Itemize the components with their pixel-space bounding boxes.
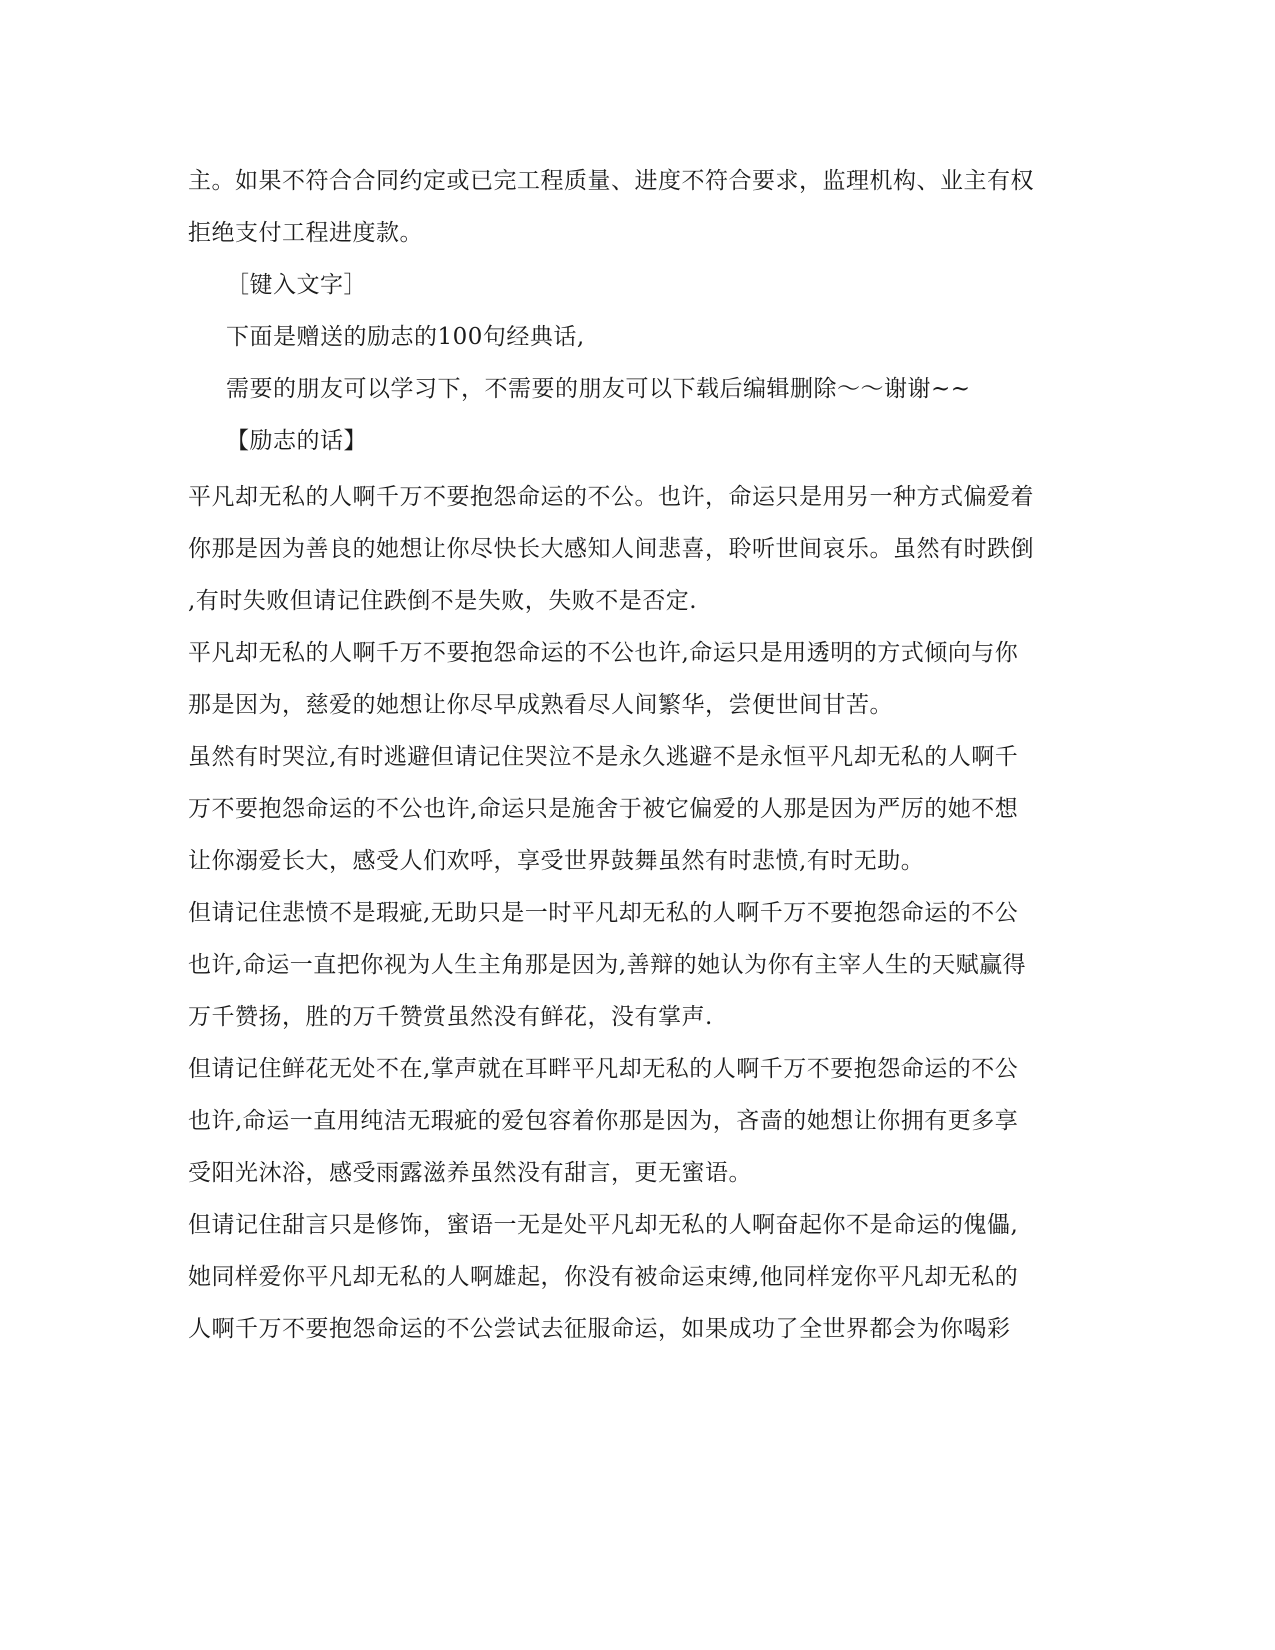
text-line: 万千赞扬，胜的万千赞赏虽然没有鲜花，没有掌声. [188,1004,713,1030]
text-line: 平凡却无私的人啊千万不要抱怨命运的不公。也许，命运只是用另一种方式偏爱着 [188,484,1034,510]
text-line: 你那是因为善良的她想让你尽快长大感知人间悲喜，聆听世间哀乐。虽然有时跌倒 [188,536,1034,562]
text-line: 让你溺爱长大，感受人们欢呼，享受世界鼓舞虽然有时悲愤,有时无助。 [188,848,925,874]
text-line: 下面是赠送的励志的100句经典话, [226,324,585,350]
heading-line: 【励志的话】 [226,428,367,454]
text-line: 受阳光沐浴，感受雨露滋养虽然没有甜言，更无蜜语。 [188,1160,752,1186]
text-line: 也许,命运一直用纯洁无瑕疵的爱包容着你那是因为，吝啬的她想让你拥有更多享 [188,1108,1019,1134]
text-line: 但请记住甜言只是修饰，蜜语一无是处平凡却无私的人啊奋起你不是命运的傀儡, [188,1212,1019,1238]
text-line: 拒绝支付工程进度款。 [188,220,423,246]
text-line: 平凡却无私的人啊千万不要抱怨命运的不公也许,命运只是用透明的方式倾向与你 [188,640,1019,666]
text-line: 她同样爱你平凡却无私的人啊雄起，你没有被命运束缚,他同样宠你平凡却无私的 [188,1264,1019,1290]
text-line: ［键入文字］ [226,272,367,298]
text-line: 主。如果不符合合同约定或已完工程质量、进度不符合要求，监理机构、业主有权 [188,168,1034,194]
text-line: ,有时失败但请记住跌倒不是失败，失败不是否定. [188,588,698,614]
text-line: 但请记住悲愤不是瑕疵,无助只是一时平凡却无私的人啊千万不要抱怨命运的不公 [188,900,1019,926]
text-line: 需要的朋友可以学习下，不需要的朋友可以下载后编辑删除～～谢谢~~ [226,376,971,402]
text-line: 万不要抱怨命运的不公也许,命运只是施舍于被它偏爱的人那是因为严厉的她不想 [188,796,1019,822]
text-line: 虽然有时哭泣,有时逃避但请记住哭泣不是永久逃避不是永恒平凡却无私的人啊千 [188,744,1019,770]
text-line: 也许,命运一直把你视为人生主角那是因为,善辩的她认为你有主宰人生的天赋赢得 [188,952,1027,978]
text-line: 但请记住鲜花无处不在,掌声就在耳畔平凡却无私的人啊千万不要抱怨命运的不公 [188,1056,1019,1082]
text-line: 人啊千万不要抱怨命运的不公尝试去征服命运，如果成功了全世界都会为你喝彩 [188,1316,1011,1342]
text-line: 那是因为，慈爱的她想让你尽早成熟看尽人间繁华，尝便世间甘苦。 [188,692,893,718]
